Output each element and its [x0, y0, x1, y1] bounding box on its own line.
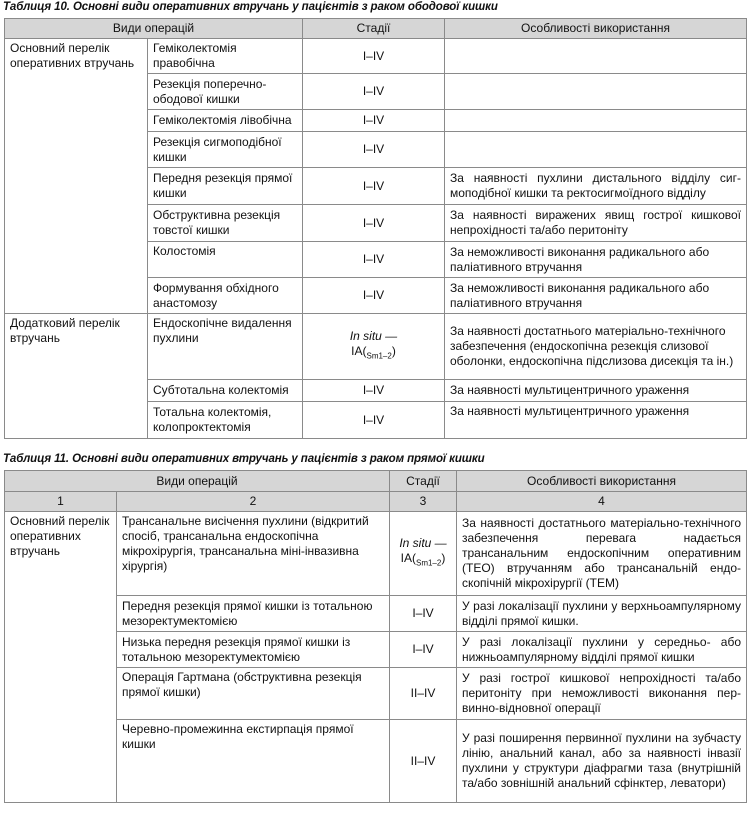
stage-cell: I–IV — [303, 74, 445, 110]
table11-header-usage: Особливості використання — [457, 471, 747, 492]
usage-cell: За наявності мультицентричного ураження — [445, 380, 747, 402]
table10-header-stages: Стадії — [303, 19, 445, 39]
stage-cell: I–IV — [303, 205, 445, 242]
usage-cell: За неможливості виконання радикального або паліативного втручання — [445, 278, 747, 314]
operation-cell: Ендоскопічне видалення пухлини — [148, 314, 303, 380]
table10-group-main: Основний перелік оперативних втручань — [5, 39, 148, 314]
operation-cell: Операція Гартмана (обструктивна резекція прямої кишки) — [117, 668, 390, 720]
table11-header-stages: Стадії — [390, 471, 457, 492]
usage-cell — [445, 39, 747, 74]
table-row — [5, 720, 747, 803]
usage-cell: За наявності мультицентричного ураження — [445, 402, 747, 439]
operation-cell: Субтотальна колектомія — [148, 380, 303, 402]
col-number-2: 2 — [117, 492, 390, 512]
stage-ia-subscript: Sm1–2 — [366, 351, 392, 361]
table-row — [5, 512, 747, 596]
col-number-1: 1 — [5, 492, 117, 512]
usage-cell: У разі поширення первинної пухлини на зубчасту лінію, анальний канал, або за наявності інвазії пухлини у структури діафрагми таза (внутрішній та/або зовнішній анальний сфінктер, леватори) — [457, 720, 747, 803]
operation-cell: Резекція поперечно-ободової кишки — [148, 74, 303, 110]
table-row — [5, 632, 747, 668]
usage-cell: За наявності достатнього матеріально-технічного забезпечення перевага надається трансанальним ендоскопічним оперативним (ТЕО) втручанням або трансанальній ендоскопічній мікрохірургії (ТЕМ) — [457, 512, 747, 596]
operation-cell: Резекція сигмоподібної кишки — [148, 132, 303, 168]
operation-cell: Формування обхідного анастомозу — [148, 278, 303, 314]
operation-cell: Колостомія — [148, 242, 303, 278]
table11-group-main: Основний перелік оперативних втручань — [5, 512, 117, 803]
table11 — [4, 470, 747, 803]
table10-header-operations: Види операцій — [5, 19, 303, 39]
table11-header-row — [5, 471, 747, 492]
stage-cell — [303, 314, 445, 380]
stage-cell: I–IV — [303, 132, 445, 168]
stage-cell: I–IV — [303, 402, 445, 439]
operation-cell: Геміколектомія лівобічна — [148, 110, 303, 132]
table10-caption: Таблиця 10. Основні види оперативних втручань у пацієнтів з раком ободової кишки — [3, 1, 498, 13]
table11-caption: Таблиця 11. Основні види оперативних втручань у пацієнтів з раком прямої кишки — [3, 453, 485, 465]
col-number-3: 3 — [390, 492, 457, 512]
operation-cell: Тотальна колектомія, колопроктектомія — [148, 402, 303, 439]
col-number-4: 4 — [457, 492, 747, 512]
usage-cell: За неможливості виконання радикального або паліативного втручання — [445, 242, 747, 278]
table10-header-usage: Особливості використання — [445, 19, 747, 39]
usage-cell: За наявності пухлини дистального відділу сигмоподібної кишки та ректосигмоїдного відділу — [445, 168, 747, 205]
table10 — [4, 18, 747, 439]
stage-in-situ: In situ — — [399, 536, 447, 551]
usage-cell: У разі локалізації пухлини у верхньоампулярному відділі прямої кишки. — [457, 596, 747, 632]
stage-cell: I–IV — [303, 168, 445, 205]
stage-cell: I–IV — [303, 110, 445, 132]
usage-cell — [445, 74, 747, 110]
operation-cell: Передня резекція прямої кишки — [148, 168, 303, 205]
usage-cell: За наявності виражених явищ гострої кишкової непрохідності та/або перитоніту — [445, 205, 747, 242]
table-row — [5, 596, 747, 632]
table-row — [5, 668, 747, 720]
operation-cell: Геміколектомія правобічна — [148, 39, 303, 74]
usage-cell — [445, 110, 747, 132]
stage-cell: I–IV — [303, 278, 445, 314]
stage-cell: II–IV — [390, 668, 457, 720]
stage-cell: I–IV — [303, 380, 445, 402]
stage-cell: II–IV — [390, 720, 457, 803]
stage-ia-subscript: Sm1–2 — [415, 558, 442, 568]
stage-ia-suffix: ) — [391, 344, 396, 359]
stage-cell: I–IV — [390, 632, 457, 668]
stage-cell: I–IV — [303, 39, 445, 74]
operation-cell: Трансанальне висічення пухлини (відкритий спосіб, трансанальна ендоскопічна мікрохірургія, трансанальна міні-інвазивна хірургія) — [117, 512, 390, 596]
stage-cell: I–IV — [390, 596, 457, 632]
stage-cell: I–IV — [303, 242, 445, 278]
stage-in-situ: In situ — — [349, 329, 398, 344]
table10-header-row — [5, 19, 747, 39]
operation-cell: Низька передня резекція прямої кишки із тотальною мезоректумектомією — [117, 632, 390, 668]
table11-header-operations: Види операцій — [5, 471, 390, 492]
usage-cell: За наявності достатнього матеріально-технічного забезпечення (ендоскопічна резекція слизової оболонки, ендоскопічна підслизова дисекція та ін.) — [445, 314, 747, 380]
usage-cell: У разі локалізації пухлини у середньо- або нижньоампулярному відділі прямої кишки — [457, 632, 747, 668]
table-row — [5, 39, 747, 74]
stage-ia-suffix: ) — [441, 551, 446, 566]
usage-cell: У разі гострої кишкової непрохідності та/або перитоніту при неможливості виконання первинно-відновної операції — [457, 668, 747, 720]
table11-number-row — [5, 492, 747, 512]
operation-cell: Черевно-промежинна екстирпація прямої кишки — [117, 720, 390, 803]
operation-cell: Передня резекція прямої кишки із тотальною мезоректумектомією — [117, 596, 390, 632]
stage-ia-prefix: IA( — [351, 344, 367, 359]
usage-cell — [445, 132, 747, 168]
table10-group-additional: Додатковий перелік втручань — [5, 314, 148, 439]
operation-cell: Обструктивна резекція товстої кишки — [148, 205, 303, 242]
stage-ia-prefix: IA( — [400, 551, 416, 566]
stage-cell — [390, 512, 457, 596]
table-row — [5, 314, 747, 380]
